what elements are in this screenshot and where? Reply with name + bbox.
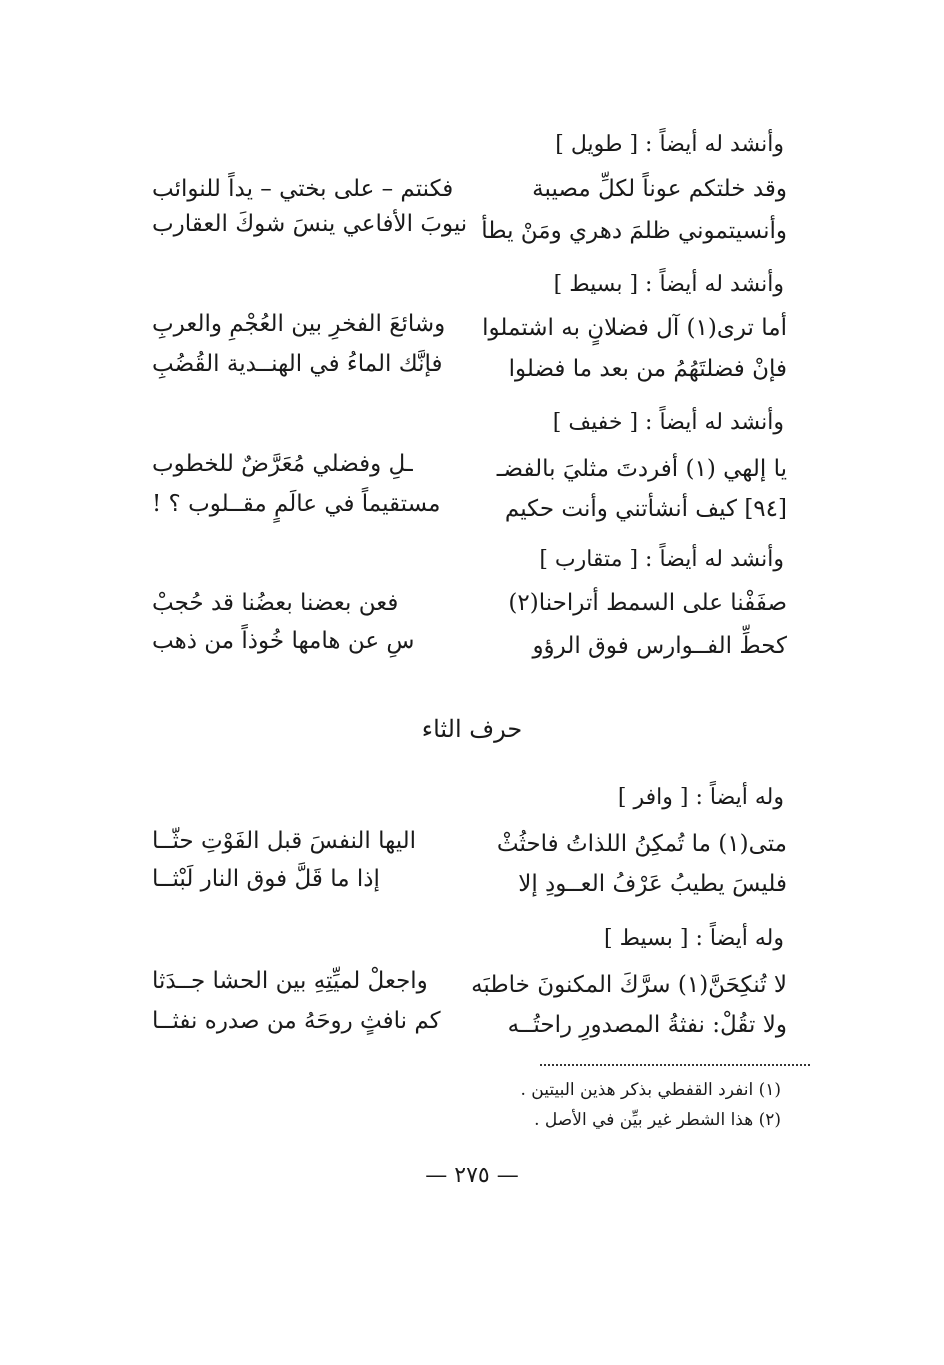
verse-first-hemistich: وقد خلتكم عوناً لكلِّ مصيبة [532,176,787,202]
verse-first-hemistich: متى(١) ما تُمكِنُ اللذاتُ فاحثُثْ [496,831,787,857]
poem-intro: وأنشد له أيضاً : [ متقارب ] [539,547,784,572]
verse-second-hemistich: اليها النفسَ قبل الفَوْتِ حثّــا [152,828,417,854]
poem-intro: وأنشد له أيضاً : [ خفيف ] [552,410,784,435]
verse-first-hemistich: ولا تقُلْ: نفثةُ المصدورِ راحتُــه [507,1012,787,1038]
verse-second-hemistich: مستقيماً في عالَمٍ مقــلوب ؟ ! [152,491,441,517]
verse-first-hemistich: أما ترى(١) آل فضلانٍ به اشتملوا [482,315,787,341]
poem-intro: وله أيضاً : [ بسيط ] [604,926,784,951]
footnote: (١) انفرد القفطي بذكر هذين البيتين . [520,1080,781,1100]
verse-first-hemistich: فإنْ فضلتَهُمُ من بعد ما فضلوا [508,356,787,382]
verse-second-hemistich: إذا ما قَلَّ فوق النار لَبْثــا [152,866,380,892]
page-number: — ٢٧٥ — [425,1163,519,1188]
poem-intro: وأنشد له أيضاً : [ بسيط ] [553,272,784,297]
footnote-divider [540,1064,810,1066]
verse-second-hemistich: واجعلْ لميِّتِهِ بين الحشا جــدَثا [152,968,428,994]
verse-first-hemistich: يا إلهي (١) أفردتَ مثليَ بالفضـ [496,456,787,482]
poem-intro: وأنشد له أيضاً : [ طويل ] [555,132,784,157]
verse-first-hemistich: وأنسيتموني ظلمَ دهري ومَنْ يطأ [481,218,787,244]
verse-second-hemistich: نيوبَ الأفاعي ينسَ شوكَ العقارب [152,211,468,237]
chapter-title: حرف الثاء [421,715,523,743]
verse-second-hemistich: سِ عن هامها خُوذاً من ذهب [152,628,415,654]
poem-intro: وله أيضاً : [ وافر ] [617,785,784,810]
footnote: (٢) هذا الشطر غير بيِّن في الأصل . [534,1110,781,1130]
verse-second-hemistich: فعن بعضنا بعضُنا قد حُجبْ [152,590,399,616]
verse-second-hemistich: ـلِ وفضلي مُعَرَّضٌ للخطوب [152,451,413,477]
verse-first-hemistich: [٩٤] كيف أنشأتني وأنت حكيم [504,496,787,522]
verse-second-hemistich: كم نافثٍ روحَهُ من صدره نفثــا [152,1008,441,1034]
verse-first-hemistich: صفَفْنا على السمط أتراحنا(٢) [508,590,787,616]
verse-second-hemistich: وشائعَ الفخرِ بين العُجْمِ والعربِ [152,311,446,337]
verse-first-hemistich: لا تُنكِحَنَّ(١) سرَّكَ المكنونَ خاطبَه [471,972,787,998]
verse-second-hemistich: فكنتم – على بختي – يداً للنوائب [152,176,454,202]
verse-second-hemistich: فإنَّك الماءُ في الهنــدية القُضُبِ [152,351,443,377]
verse-first-hemistich: كحطِّ الفــوارس فوق الرؤو [532,633,787,659]
verse-first-hemistich: فليسَ يطيبُ عَرْفُ العــودِ إلا [518,871,787,897]
